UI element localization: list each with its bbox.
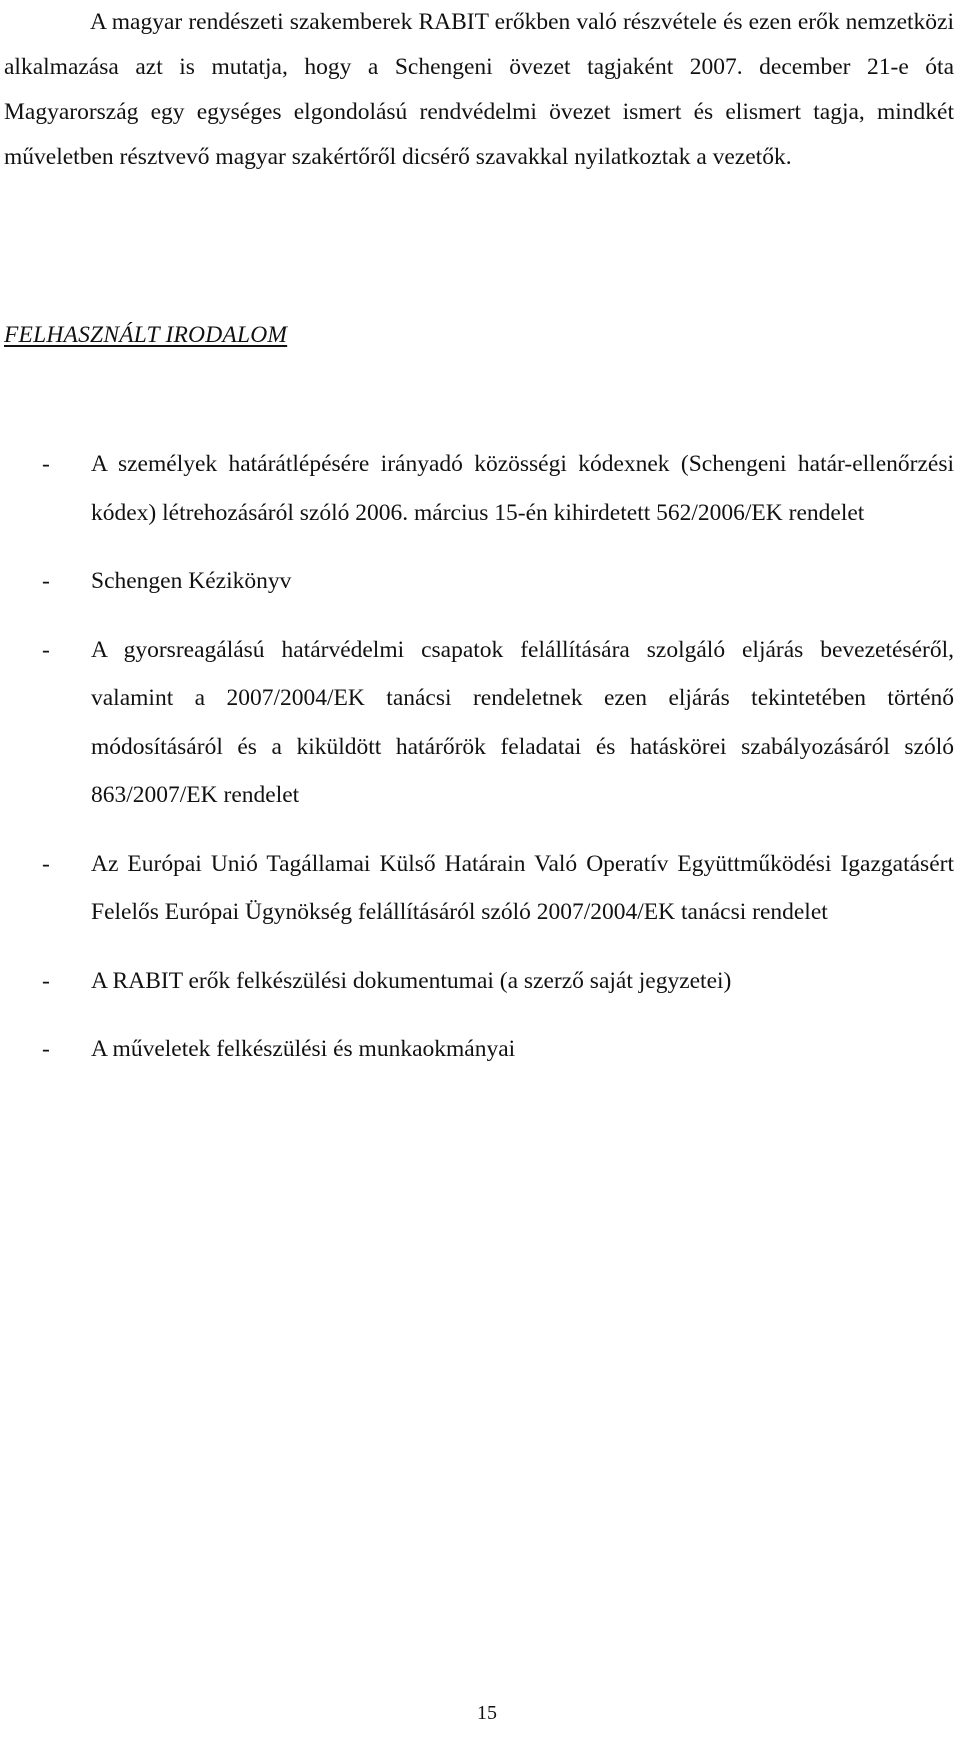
- intro-paragraph: A magyar rendészeti szakemberek RABIT erőkben való részvétele és ezen erők nemzetközi alkalmazása azt is mutatja, hogy a Schengeni övezet tagjaként 2007. december 21-e óta Magyarország egy egységes elgondolású rendvédelmi övezet ismert és elismert tagja, mindkét műveletben résztvevő magyar szakértőről dicsérő szavakkal nyilatkoztak a vezetők.: [4, 9, 954, 170]
- bibliography-text: A műveletek felkészülési és munkaokmányai: [91, 1036, 516, 1062]
- bibliography-item: [0, 840, 954, 937]
- list-dash: -: [42, 451, 50, 477]
- bibliography-text: Az Európai Unió Tagállamai Külső Határain Való Operatív Együttműködési Igazgatásért Felelős Európai Ügynökség felállításáról szóló 2007/2004/EK tanácsi rendelet: [91, 850, 954, 925]
- bibliography-text: A személyek határátlépésére irányadó közösségi kódexnek (Schengeni határ-ellenőrzési kódex) létrehozásáról szóló 2006. március 15-én kihirdetett 562/2006/EK rendelet: [91, 451, 954, 526]
- page-number: 15: [477, 1702, 497, 1724]
- bibliography-text: Schengen Kézikönyv: [91, 568, 292, 594]
- bibliography-item: [0, 1025, 954, 1074]
- bibliography-item: [0, 440, 954, 537]
- section-heading: FELHASZNÁLT IRODALOM: [4, 322, 288, 348]
- list-dash: -: [42, 967, 50, 994]
- bibliography-item: [0, 557, 954, 606]
- list-dash: -: [42, 636, 50, 663]
- list-dash: -: [42, 850, 50, 877]
- bibliography-list: [0, 440, 960, 1094]
- bibliography-text: A gyorsreagálású határvédelmi csapatok felállítására szolgáló eljárás bevezetéséről, valamint a 2007/2004/EK tanácsi rendeletnek ezen eljárás tekintetében történő módosításáról és a kiküldött határőrök feladatai és hatáskörei szabályozásáról szóló 863/2007/EK rendelet: [91, 636, 954, 808]
- list-dash: -: [42, 568, 50, 594]
- bibliography-item: [0, 626, 954, 820]
- list-dash: -: [42, 1036, 50, 1062]
- bibliography-item: [0, 957, 954, 1006]
- bibliography-text: A RABIT erők felkészülési dokumentumai (a szerző saját jegyzetei): [91, 967, 732, 994]
